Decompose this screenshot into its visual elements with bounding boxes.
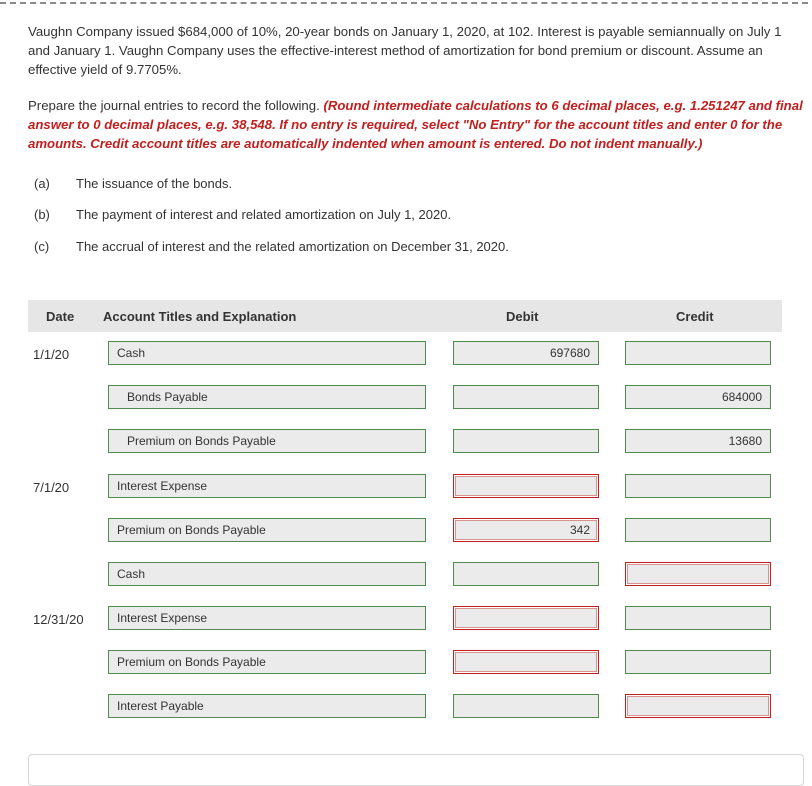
part-label: (b) xyxy=(34,207,50,222)
entry-date: 7/1/20 xyxy=(33,480,70,495)
account-title-input[interactable]: Interest Expense xyxy=(108,606,426,630)
debit-input[interactable] xyxy=(453,650,599,674)
credit-input[interactable]: 13680 xyxy=(625,429,771,453)
problem-statement: Vaughn Company issued $684,000 of 10%, 20-year bonds on January 1, 2020, at 102. Interest is payable semiannually on July 1 and January 1. Vaughn Company uses the effective-interest method of amortization for bond premium or discount. Assume an effective yield of 9.7705%. xyxy=(28,24,782,77)
part-text: The issuance of the bonds. xyxy=(76,176,233,191)
debit-input[interactable]: 342 xyxy=(453,518,599,542)
credit-input[interactable] xyxy=(625,606,771,630)
account-title-input[interactable]: Cash xyxy=(108,562,426,586)
part-label: (c) xyxy=(34,239,50,254)
debit-input[interactable]: 697680 xyxy=(453,341,599,365)
credit-input[interactable]: 684000 xyxy=(625,385,771,409)
credit-input[interactable] xyxy=(625,341,771,365)
account-title-input[interactable]: Premium on Bonds Payable xyxy=(108,650,426,674)
header-account: Account Titles and Explanation xyxy=(103,309,297,324)
journal-table-header xyxy=(28,300,782,332)
header-debit: Debit xyxy=(506,309,539,324)
part-text: The accrual of interest and the related amortization on December 31, 2020. xyxy=(76,239,509,254)
header-date: Date xyxy=(46,309,75,324)
account-title-input[interactable]: Cash xyxy=(108,341,426,365)
part-c xyxy=(34,239,509,254)
account-title-input[interactable]: Premium on Bonds Payable xyxy=(108,518,426,542)
credit-input[interactable] xyxy=(625,518,771,542)
debit-input[interactable] xyxy=(453,606,599,630)
header-credit: Credit xyxy=(676,309,714,324)
part-text: The payment of interest and related amortization on July 1, 2020. xyxy=(76,207,452,222)
debit-input[interactable] xyxy=(453,562,599,586)
credit-input[interactable] xyxy=(625,562,771,586)
instructions-rounding-note: (Round intermediate calculations to 6 decimal places, e.g. 1.251247 and final answer to 0 decimal places, e.g. 38,548. If no entry is required, select "No Entry" for the account titles and enter 0 for the amounts. Credit account titles are automatically indented when amount is entered. Do not indent manually.) xyxy=(28,98,803,151)
part-a xyxy=(34,176,232,191)
entry-date: 1/1/20 xyxy=(33,347,70,362)
credit-input[interactable] xyxy=(625,650,771,674)
top-dashed-divider xyxy=(0,2,808,4)
debit-input[interactable] xyxy=(453,429,599,453)
debit-input[interactable] xyxy=(453,474,599,498)
instructions-lead: Prepare the journal entries to record the following. xyxy=(28,98,320,113)
entry-date: 12/31/20 xyxy=(33,612,84,627)
bottom-panel xyxy=(28,754,804,786)
account-title-input[interactable]: Interest Expense xyxy=(108,474,426,498)
credit-input[interactable] xyxy=(625,694,771,718)
account-title-input[interactable]: Bonds Payable xyxy=(108,385,426,409)
credit-input[interactable] xyxy=(625,474,771,498)
account-title-input[interactable]: Premium on Bonds Payable xyxy=(108,429,426,453)
part-b xyxy=(34,207,451,222)
debit-input[interactable] xyxy=(453,385,599,409)
debit-input[interactable] xyxy=(453,694,599,718)
instructions xyxy=(28,96,808,153)
account-title-input[interactable]: Interest Payable xyxy=(108,694,426,718)
part-label: (a) xyxy=(34,176,50,191)
